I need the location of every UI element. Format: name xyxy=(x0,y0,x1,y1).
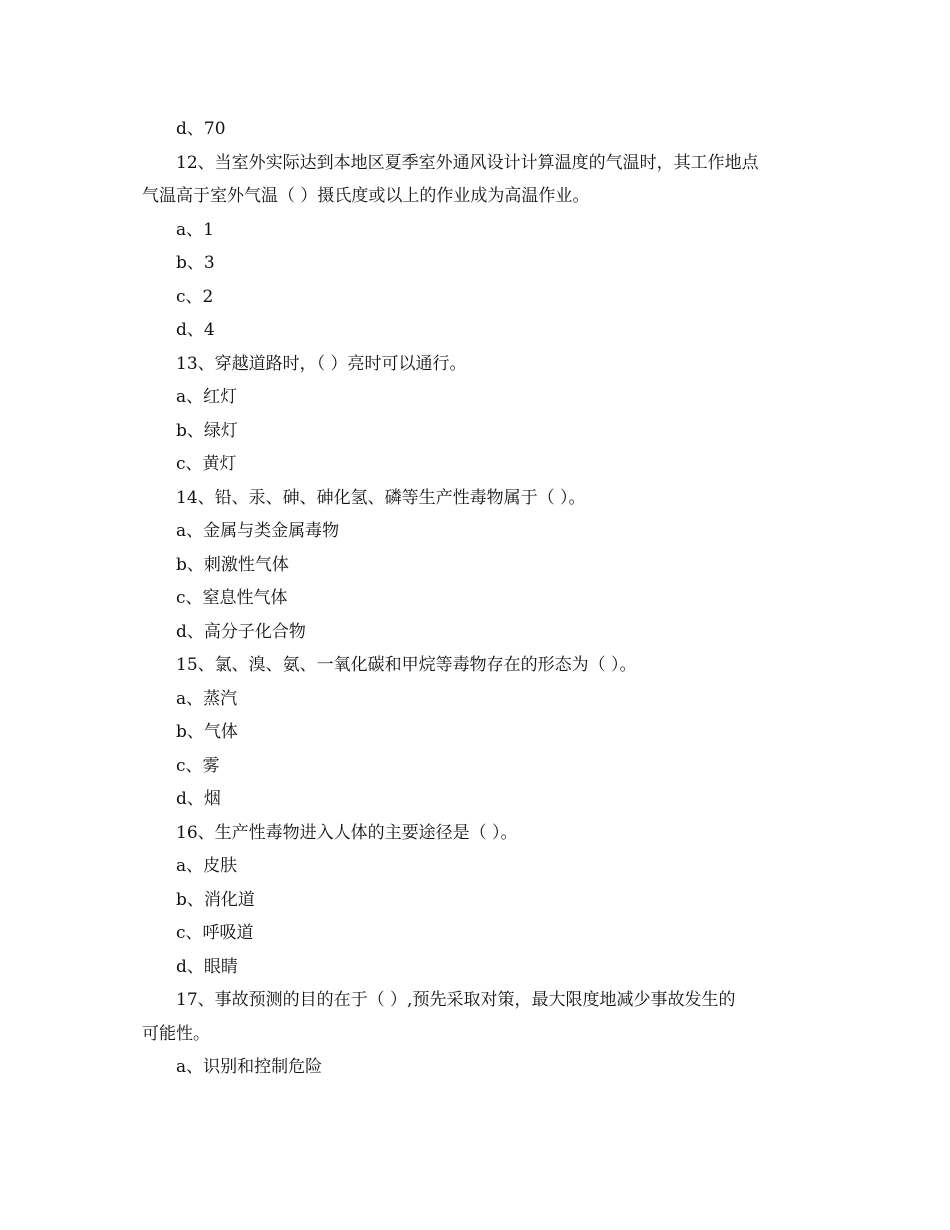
question-line: 16、生产性毒物进入人体的主要途径是（ ）。 xyxy=(176,822,518,843)
option-line: b、3 xyxy=(176,253,215,273)
option-line: a、红灯 xyxy=(176,387,238,407)
option-line: d、4 xyxy=(176,320,215,340)
option-line: d、70 xyxy=(176,119,226,139)
option-line: b、消化道 xyxy=(176,889,255,910)
question-line: 13、穿越道路时，（ ）亮时可以通行。 xyxy=(176,353,467,374)
option-line: b、绿灯 xyxy=(176,420,238,441)
question-line: 14、铅、汞、砷、砷化氢、磷等生产性毒物属于（ ）。 xyxy=(176,487,586,508)
option-line: c、黄灯 xyxy=(176,454,237,474)
question-continuation: 气温高于室外气温（ ）摄氏度或以上的作业成为高温作业。 xyxy=(142,186,590,206)
option-line: b、气体 xyxy=(176,722,238,742)
option-line: a、识别和控制危险 xyxy=(176,1057,323,1077)
option-line: d、高分子化合物 xyxy=(176,621,306,642)
question-line: 15、氯、溴、氨、一氧化碳和甲烷等毒物存在的形态为（ ）。 xyxy=(176,655,637,675)
option-line: d、眼睛 xyxy=(176,956,238,977)
option-line: d、烟 xyxy=(176,789,221,809)
question-line: 17、事故预测的目的在于（ ）,预先采取对策，最大限度地减少事故发生的 xyxy=(176,990,736,1010)
option-line: c、2 xyxy=(176,286,214,307)
option-line: a、皮肤 xyxy=(176,856,238,876)
option-line: c、雾 xyxy=(176,755,220,776)
option-line: c、窒息性气体 xyxy=(176,588,288,608)
option-line: c、呼吸道 xyxy=(176,923,254,943)
option-line: b、刺激性气体 xyxy=(176,554,289,575)
option-line: a、金属与类金属毒物 xyxy=(176,521,340,541)
option-line: a、1 xyxy=(176,219,214,240)
question-line: 12、当室外实际达到本地区夏季室外通风设计计算温度的气温时，其工作地点 xyxy=(176,152,759,173)
question-continuation: 可能性。 xyxy=(142,1023,210,1044)
question-list xyxy=(142,113,817,1085)
option-line: a、蒸汽 xyxy=(176,688,238,709)
